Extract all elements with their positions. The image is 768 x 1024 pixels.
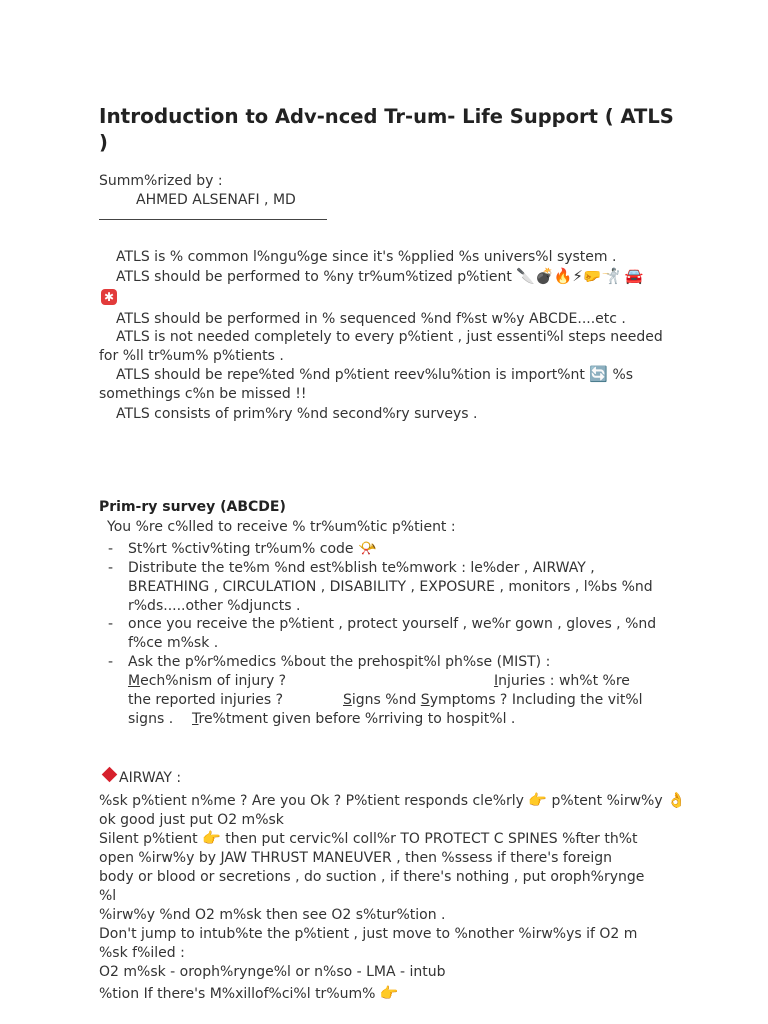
mist-mechanism [128,672,286,691]
diamond-icon [102,767,118,783]
list-bullet: - [108,560,114,576]
airway-line-11 [99,985,399,1004]
primary-intro: You %re c%lled to receive % tr%um%tic p%tient : [107,519,456,535]
ok-hand-icon: 👌 [667,791,686,809]
list-item-team: Distribute the te%m %nd est%blish te%mwork : le%der , AIRWAY , BREATHING , CIRCULATION , DISABILITY , EXPOSURE , monitors , l%bs %nd r%ds.....other %djuncts . [128,560,653,614]
mist-signs-mid: igns %nd [351,692,421,708]
intro-paragraph-6: ATLS consists of prim%ry %nd second%ry surveys . [116,406,478,422]
list-bullet: - [108,616,114,632]
airway-line-6: %l [99,888,117,904]
airway-line-7: %irw%y %nd O2 m%sk then see O2 s%tur%tion . [99,907,446,923]
intro-paragraph-3: ATLS should be performed in % sequenced %nd f%st w%y ABCDE....etc . [116,311,626,327]
airway-line-8: Don't jump to intub%te the p%tient , just move to %nother %irw%ys if O2 m [99,926,638,942]
list-bullet: - [108,654,114,670]
airway-heading [101,769,181,788]
mist-letter-t: T [192,711,199,727]
author-name: AHMED ALSENAFI , MD [136,192,296,208]
airway-label: AIRWAY : [119,770,182,786]
intro-paragraph-4: ATLS is not needed completely to every p%tient , just essenti%l steps needed for %ll tr%um% p%tients . [99,329,663,364]
divider-line [99,219,327,220]
airway-line-1-a: %sk p%tient n%me ? Are you Ok ? P%tient responds cle%rly [99,793,524,809]
mist-mechanism-text: ech%nism of injury ? [140,673,287,689]
intro-paragraph-2-text: ATLS should be performed to %ny tr%um%tized p%tient [116,269,512,285]
title-rest: to Adv-nced Tr-um- Life Support ( ATLS [238,105,674,128]
airway-line-4: open %irw%y by JAW THRUST MANEUVER , then %ssess if there's foreign [99,850,613,866]
mist-letter-s2: S [420,692,430,708]
byline-label: Summ%rized by : [99,173,223,189]
airway-line-3-b: then put cervic%l coll%r TO PROTECT C SPINES %fter th%t [225,831,638,847]
list-item-protect: once you receive the p%tient , protect yourself , we%r gown , gloves , %nd f%ce m%sk . [128,616,657,651]
airway-line-3 [99,830,638,849]
intro-paragraph-5-text-a: ATLS should be repe%ted %nd p%tient reev%lu%tion is import%nt [116,367,585,383]
airway-line-3-a: Silent p%tient [99,831,198,847]
knife-icon: 🔪 [516,267,535,285]
mist-injuries [494,672,630,691]
airway-line-1-b: p%tent %irw%y [551,793,663,809]
airway-line-2: ok good just put O2 m%sk [99,812,284,828]
airway-line-11-text: %tion If there's M%xillof%ci%l tr%um% [99,986,376,1002]
pointing-hand-icon: 👉 [379,984,399,1002]
title-line2: ) [99,131,108,154]
fire-icon: 🔥 [553,267,573,285]
list-item-trauma-code [128,540,673,559]
mist-letter-s: S [343,692,352,708]
mist-injuries-continued: the reported injuries ? [128,692,284,708]
lightning-icon: ⚡ [572,267,583,285]
list-bullet: - [108,541,114,557]
mist-treatment-text: re%tment given before %rriving to hospit%l . [198,711,516,727]
mist-letter-m: M [128,673,141,689]
bomb-icon: 💣 [534,267,554,285]
airway-line-9: %sk f%iled : [99,945,185,961]
intro-paragraph-5 [99,366,669,404]
repeat-icon: 🔄 [589,365,609,383]
siren-icon: ✱ [101,289,117,305]
fencer-icon: 🤺 [601,267,621,285]
document-title [99,103,679,156]
mist-treatment [192,710,515,729]
intro-paragraph-1: ATLS is % common l%ngu%ge since it's %pplied %s univers%l system . [116,249,617,265]
mist-letter-i: I [494,673,499,689]
pointing-hand-icon: 👉 [202,829,221,847]
intro-paragraph-5-text-b: %s somethings c%n be missed !! [99,367,634,402]
list-item-text: St%rt %ctiv%ting tr%um% code [128,541,354,557]
pointing-hand-icon: 👉 [528,791,548,809]
mist-symptoms-text: ymptoms ? Including the vit%l [429,692,643,708]
airway-line-1 [99,792,686,811]
horn-icon: 📯 [357,539,377,557]
airway-line-10: O2 m%sk - oroph%rynge%l or n%so - LMA - intub [99,964,446,980]
mist-signs-continued: signs . [128,711,174,727]
list-item-mist-intro: Ask the p%r%medics %bout the prehospit%l ph%se (MIST) : [128,654,551,670]
section-heading-primary-survey: Prim-ry survey (ABCDE) [99,499,286,515]
title-first-word: Introduction [99,104,239,128]
mist-injuries-text: njuries : wh%t %re [498,673,630,689]
airway-line-5: body or blood or secretions , do suction , if there's nothing , put oroph%rynge [99,869,645,885]
fist-icon: 🤛 [582,267,602,285]
mist-signs [343,691,643,710]
car-icon: 🚘 [624,267,644,285]
intro-paragraph-2 [116,268,643,287]
